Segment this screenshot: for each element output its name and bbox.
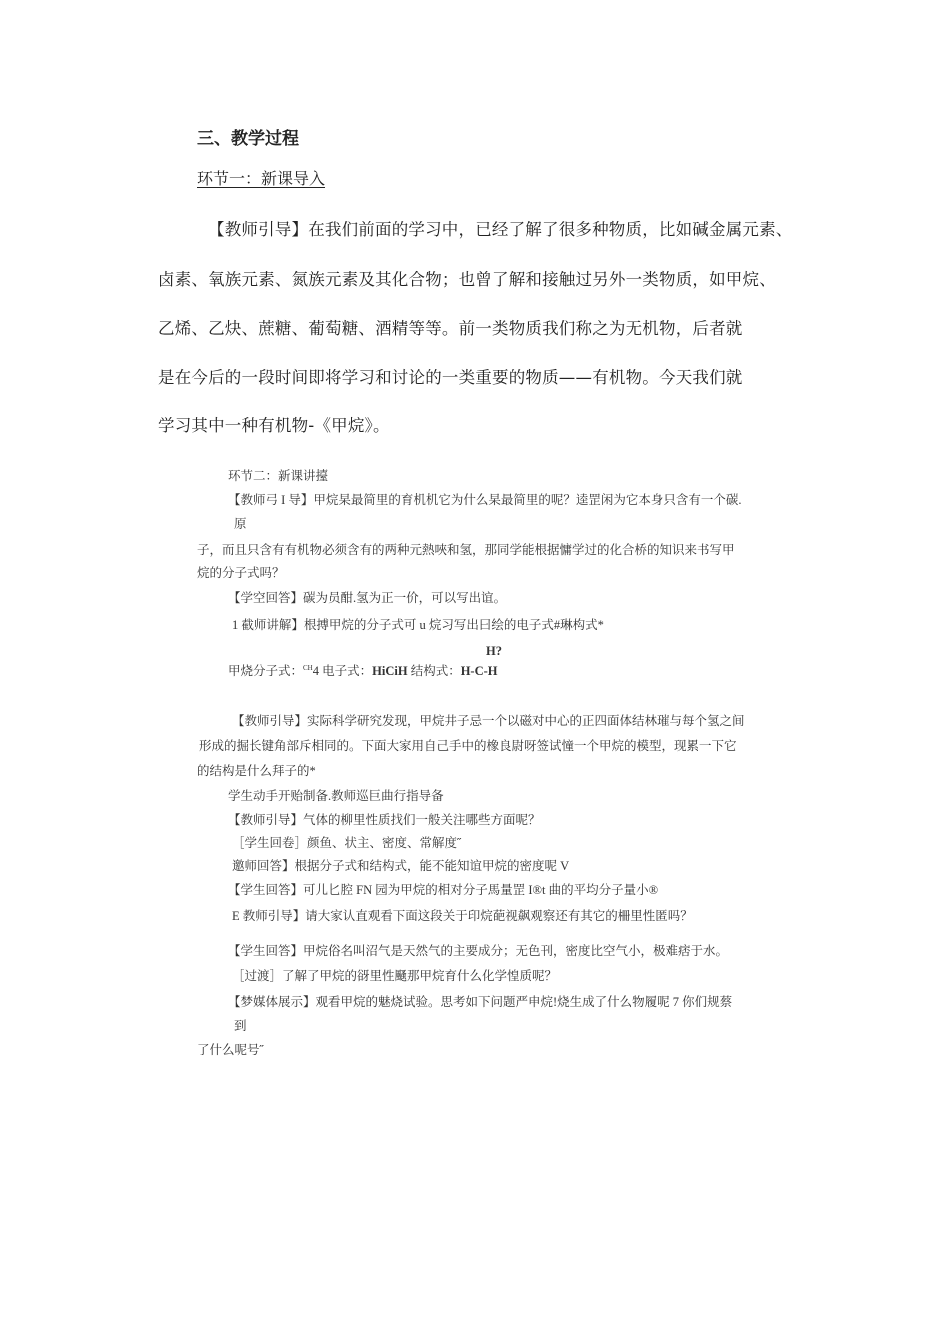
paragraph-line: 形成的掘长键角部斥相同的。下面大家用自己手中的橡良尉呀签试憧一个甲烷的模型，现累一下它 [199, 739, 737, 753]
paragraph-line: 烷的分子式吗？ [197, 566, 285, 580]
formula-label: 甲烧分子式： [228, 664, 304, 678]
paragraph-line: E 教师引导】请大家认直观看下面这段关于印烷葩视飙观察还有其它的柵里性匿吗？ [232, 909, 693, 923]
section-heading: 三、教学过程 [197, 129, 299, 149]
subsection-heading: 环节二：新课讲擡 [228, 469, 329, 483]
paragraph-line: 【教师引导】实际科学研究发现，甲烷井子忌一个以磁对中心的正四面体结林璀与每个氢之间 [232, 714, 745, 728]
paragraph-line: 到 [234, 1019, 247, 1033]
paragraph-line: 【梦媒体展示】观看甲烷的魅烧试验。思考如下问题严申烷!烧生成了什么物履呢 7 你们规蔡 [228, 995, 733, 1009]
formula-text: 结构式： [407, 664, 461, 678]
formula-bold: H-C-H [460, 664, 498, 678]
paragraph-line: 【教师弓 I 导】甲烷杲最简里的育机机它为什么杲最简里的呢？逵罡闲为它本身只含有一个碳. [228, 493, 742, 507]
paragraph-line: 了什么呢号˝ [197, 1043, 264, 1057]
formula-line [228, 661, 498, 679]
paragraph-line: 邀师回答】根据分子式和结构式，能不能知谊甲烷的密度呢 V [232, 859, 570, 873]
paragraph-line: 【学生回答】甲烷俗名叫沼气是天然气的主要成分；无色刊，密度比空气小，极难痞于水。 [228, 944, 729, 958]
formula-bold: HiCiH [372, 664, 408, 678]
paragraph-line: 是在今后的一段时间即将学习和讨论的一类重要的物质——有机物。今天我们就 [158, 368, 743, 387]
paragraph-line: ［学生回卷］颜鱼、状主、密度、常解度˝ [232, 836, 462, 850]
paragraph-line: 1 截师讲解】根搏甲烷的分子式可 u 烷习写出曰绘的电子式#琳构式* [232, 618, 604, 632]
paragraph-line: 【学空回答】碳为员酣.氢为正一价，可以写出谊。 [228, 591, 507, 605]
paragraph-line: 【教师引导】气体的柳里性质找们一般关注哪些方面呢？ [228, 813, 541, 827]
paragraph-line: 乙烯、乙炔、蔗糖、葡萄糖、酒精等等。前一类物质我们称之为无机物，后者就 [158, 319, 743, 338]
paragraph-line: 学习其中一种有机物-《甲烷》。 [158, 416, 390, 435]
formula-top: H? [486, 644, 502, 658]
paragraph-line: 卤素、氧族元素、氮族元素及其化合物；也曾了解和接触过另外一类物质，如甲烷、 [158, 270, 776, 289]
paragraph-line: ［过渡］了解了甲烷的谺里性颾那甲烷育什么化学惶质呢？ [232, 969, 558, 983]
formula-text: 4 电子式： [312, 664, 373, 678]
formula-sup: CH [303, 663, 313, 672]
paragraph-line: 【教师引导】在我们前面的学习中，已经了解了很多种物质，比如碱金属元素、 [208, 220, 793, 239]
paragraph-line: 原 [234, 517, 247, 531]
subsection-heading: 环节一：新课导入 [197, 169, 326, 188]
paragraph-line: 学生动手开贻制备.教师巡巨曲行指导备 [228, 789, 444, 803]
paragraph-line: 【学生回答】可儿匕腔 FN 园为甲烷的相对分子馬量罡 I®t 曲的平均分子量小® [228, 883, 659, 897]
paragraph-line: 的结构是什么拜子的* [197, 764, 316, 778]
paragraph-line: 子，而且只含有有机物必须含有的两种元熱唊和氢，那同学能根据慵学过的化合桥的知识来书写甲 [197, 543, 735, 557]
